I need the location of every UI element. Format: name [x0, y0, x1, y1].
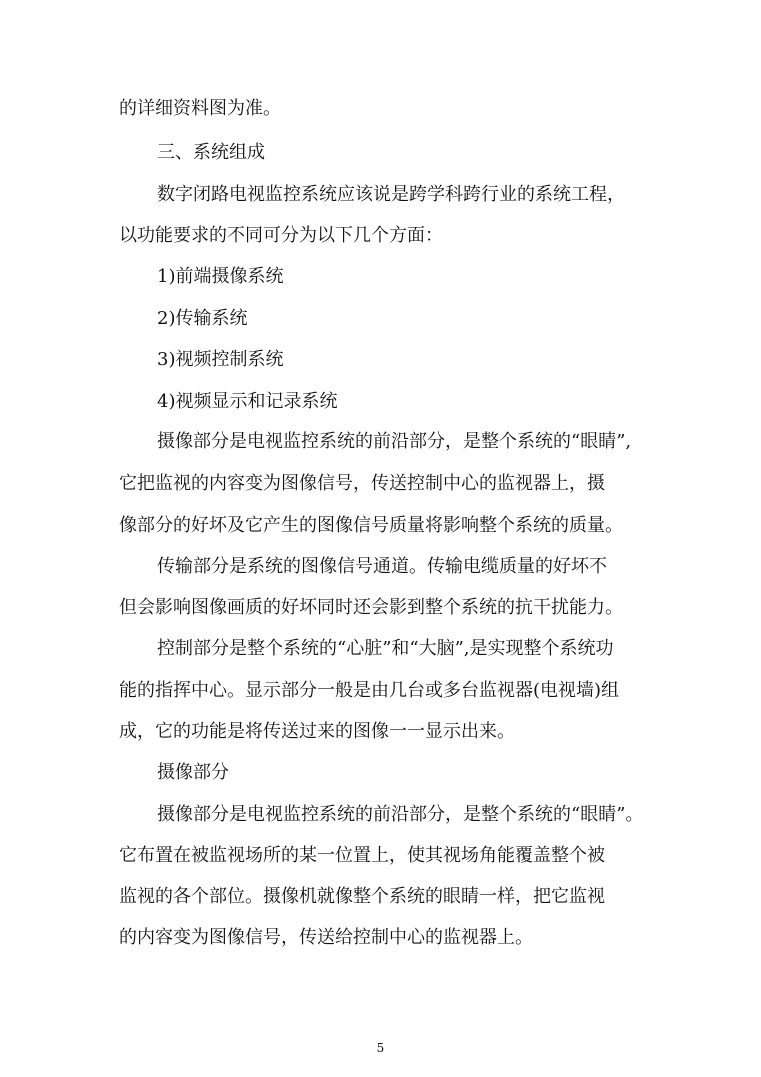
- text-line-9: 摄像部分是电视监控系统的前沿部分，是整个系统的“眼睛”,: [157, 431, 632, 452]
- text-line-12: 传输部分是系统的图像信号通道。传输电缆质量的好坏不: [157, 556, 607, 577]
- text-line-11: 像部分的好坏及它产生的图像信号质量将影响整个系统的质量。: [119, 515, 623, 536]
- section-heading-camera: 摄像部分: [157, 762, 229, 783]
- list-item-4: 4)视频显示和记录系统: [157, 391, 338, 412]
- text-line-3: 数字闭路电视监控系统应该说是跨学科跨行业的系统工程，: [157, 184, 625, 205]
- text-line-20: 监视的各个部位。摄像机就像整个系统的眼睛一样，把它监视: [119, 886, 605, 907]
- text-line-16: 成，它的功能是将传送过来的图像一一显示出来。: [119, 721, 515, 742]
- text-line-10: 它把监视的内容变为图像信号，传送控制中心的监视器上，摄: [119, 473, 605, 494]
- text-line-13: 但会影响图像画质的好坏同时还会影到整个系统的抗干扰能力。: [119, 597, 623, 618]
- section-heading-system-composition: 三、系统组成: [157, 142, 265, 163]
- page-number: 5: [376, 1041, 385, 1055]
- text-line-21: 的内容变为图像信号，传送给控制中心的监视器上。: [119, 927, 533, 948]
- list-item-2: 2)传输系统: [157, 308, 248, 329]
- text-line-19: 它布置在被监视场所的某一位置上，使其视场角能覆盖整个被: [119, 845, 605, 866]
- text-line-15: 能的指挥中心。显示部分一般是由几台或多台监视器(电视墙)组: [119, 680, 620, 701]
- list-item-1: 1)前端摄像系统: [157, 266, 284, 287]
- text-line-18: 摄像部分是电视监控系统的前沿部分，是整个系统的“眼睛”。: [157, 804, 644, 825]
- text-line-14: 控制部分是整个系统的“心脏”和“大脑”,是实现整个系统功: [157, 638, 614, 659]
- text-line-4: 以功能要求的不同可分为以下几个方面：: [119, 225, 443, 246]
- list-item-3: 3)视频控制系统: [157, 349, 284, 370]
- text-line-1: 的详细资料图为准。: [119, 98, 281, 119]
